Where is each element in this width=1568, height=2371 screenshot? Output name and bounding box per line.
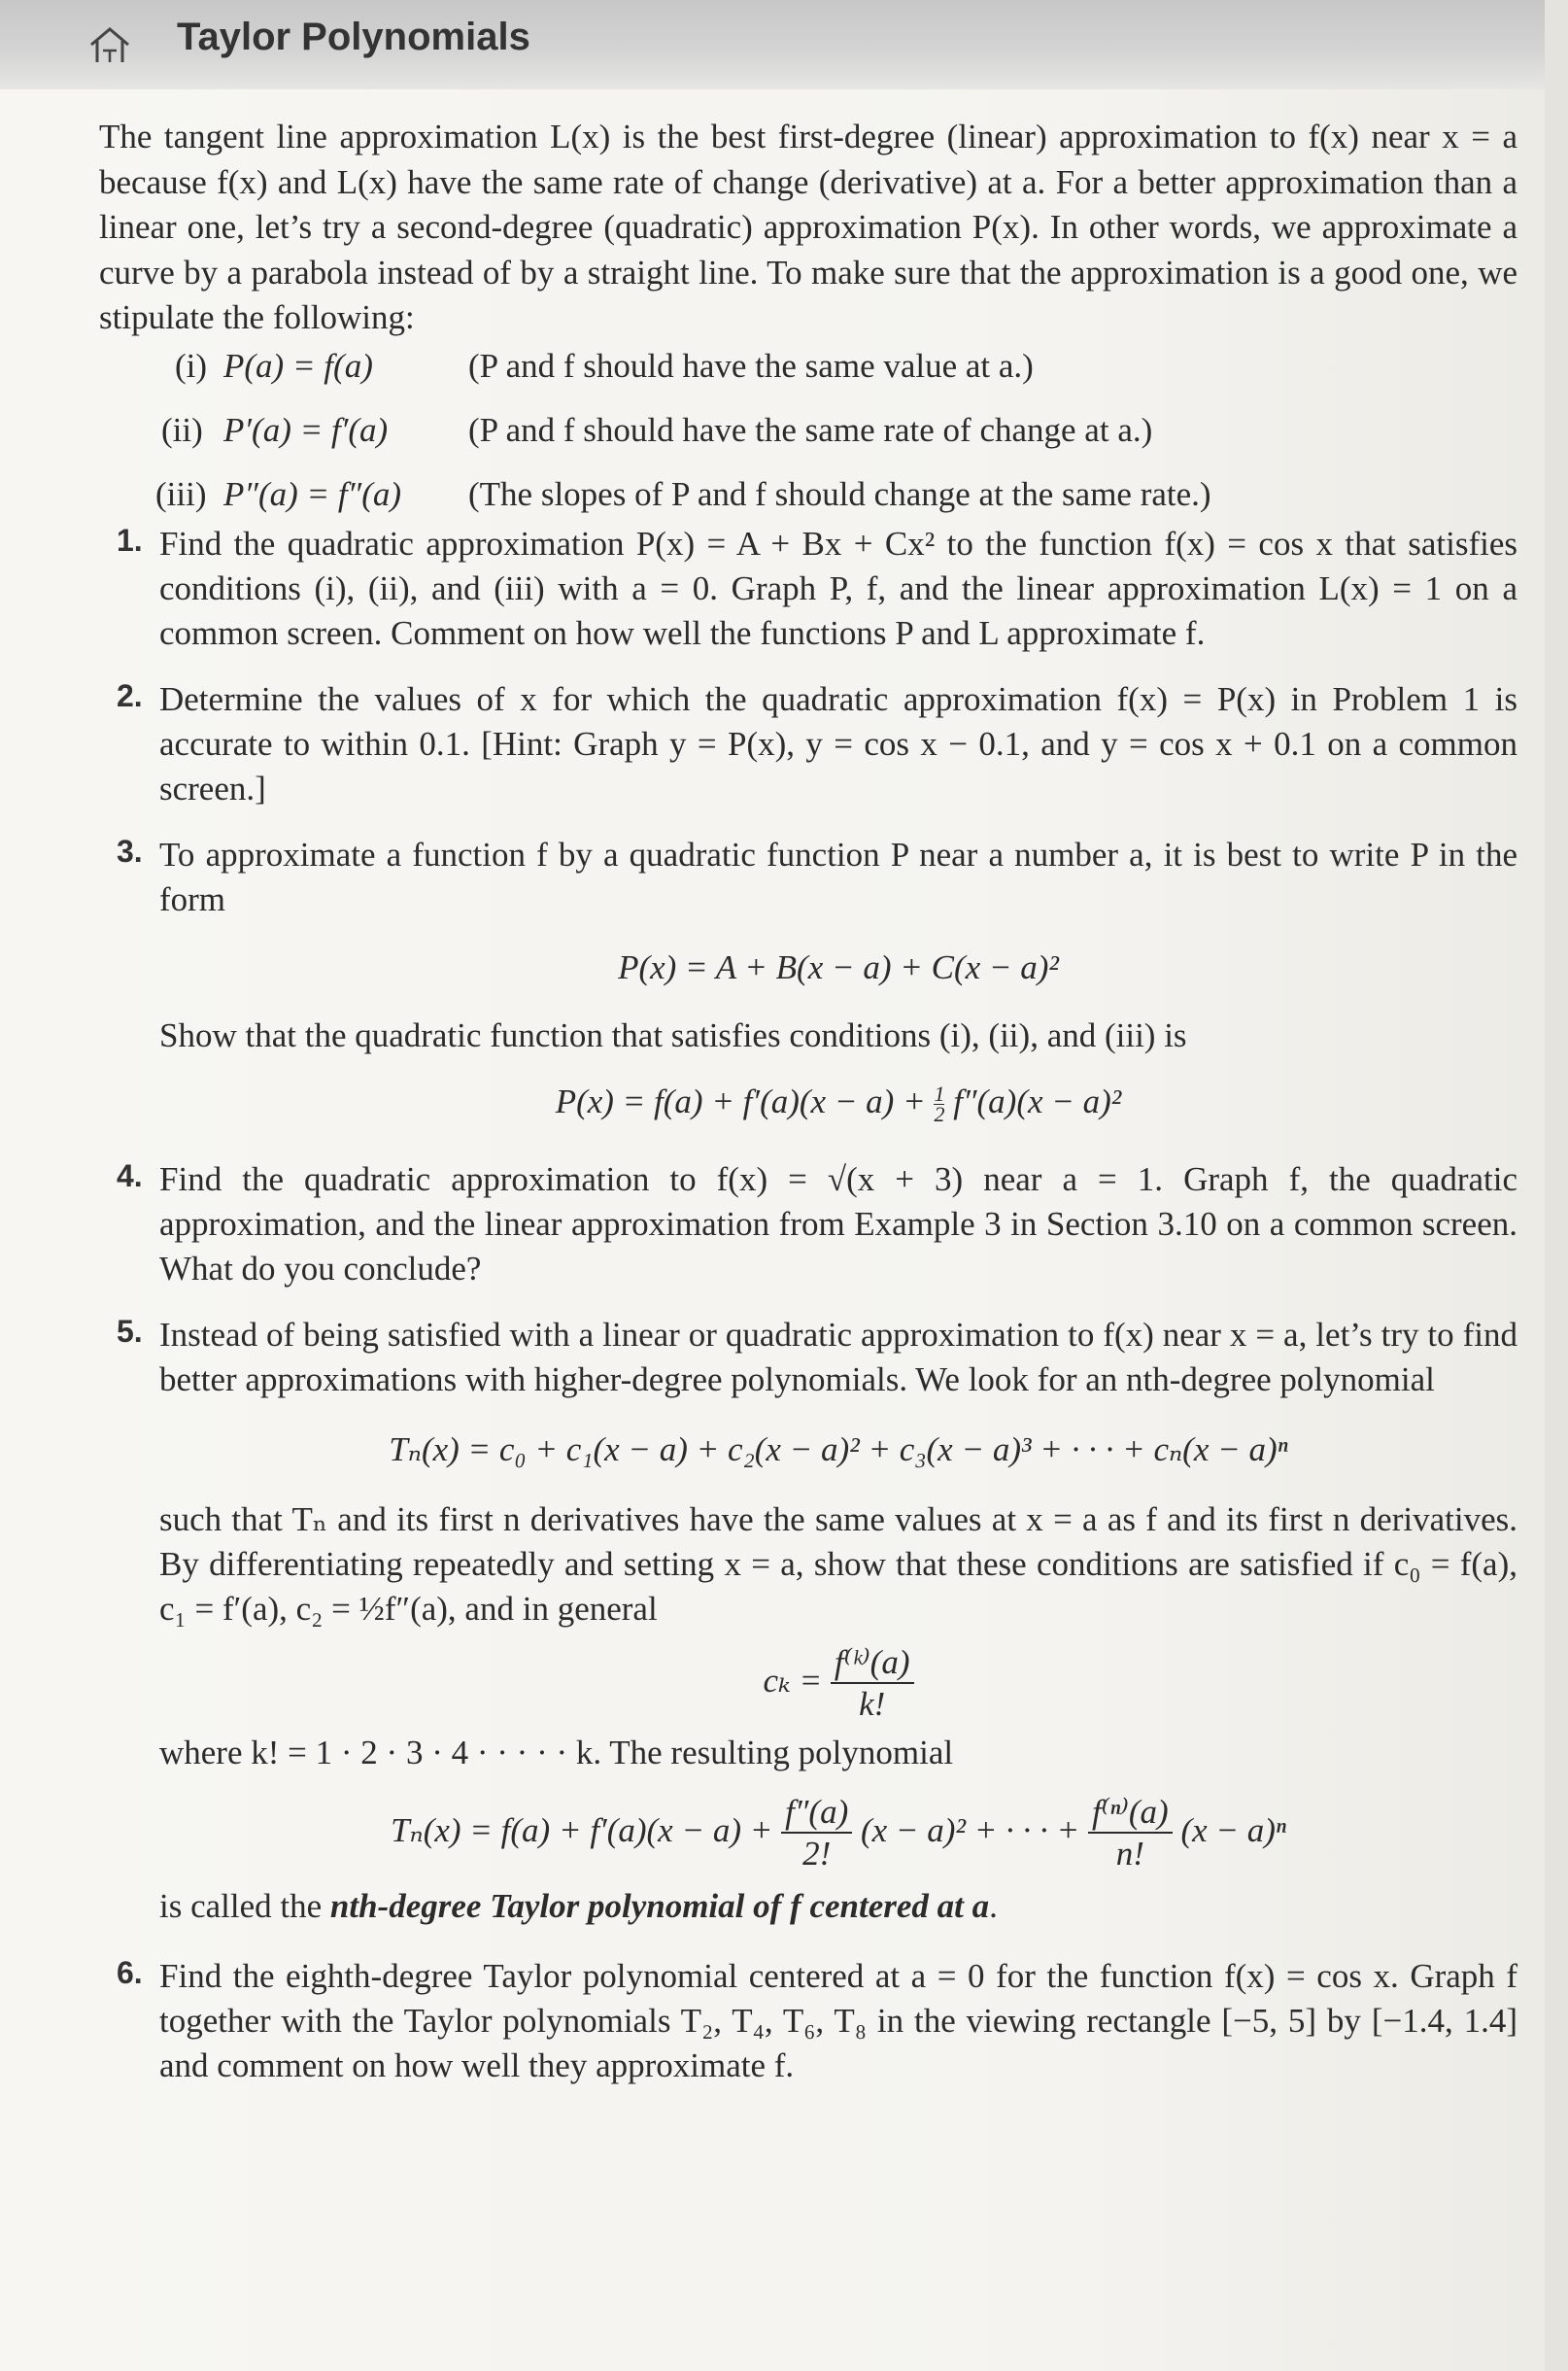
equation-part: f″(a)(x − a)² [953,1082,1122,1120]
problem-number: 5. [117,1313,143,1349]
conditions-list [99,347,1517,518]
condition-label: (ii) [161,410,203,449]
problem-text-continued: such that Tₙ and its first n derivatives have the same values at x = a as f and its first n derivatives. By differentiating repeatedly and setting x = a, show that these conditions are satisfied if c₀ = f(a), c₁ = f′(a), c₂ = ½f″(a), and in general [159,1499,1517,1628]
problem-number: 6. [117,1954,143,1990]
display-equation [159,1080,1517,1124]
problem-5 [99,1313,1517,1929]
condition-item [99,347,1517,390]
equation-part: (x − a)ⁿ [1180,1811,1286,1849]
condition-label: (i) [175,346,208,385]
fraction-denominator: 2! [802,1834,832,1873]
house-roof-icon [87,21,132,66]
problem-number: 4. [117,1157,143,1193]
condition-note: (P and f should have the same rate of change at a.) [468,410,1153,449]
condition-label: (iii) [155,474,207,513]
condition-equation: P″(a) = f″(a) [223,474,401,513]
problem-number: 3. [117,833,143,869]
problem-1 [99,522,1517,656]
fraction-numerator: 1 [934,1081,945,1106]
problem-4 [99,1157,1517,1291]
equation-part: Tₙ(x) = f(a) + f′(a)(x − a) + [391,1811,773,1849]
problem-text-continued: where k! = 1 · 2 · 3 · 4 · · · · · k. The resulting polynomial [159,1733,954,1771]
fraction-denominator: k! [859,1684,886,1723]
fraction [781,1793,852,1874]
condition-note: (The slopes of P and f should change at the same rate.) [468,474,1211,513]
problem-3 [99,833,1517,1124]
condition-note: (P and f should have the same value at a.) [468,346,1034,385]
intro-paragraph: The tangent line approximation L(x) is the best first-degree (linear) approximation to f(x) near x = a because f(x) and L(x) have the same rate of change (derivative) at a. For a better approximation than a linear one, let’s try a second-degree (quadratic) approximation P(x). In other words, we approximate a curve by a parabola instead of by a straight line. To make sure that the approximation is a good one, we stipulate the following: [99,118,1517,336]
condition-equation: P′(a) = f′(a) [223,410,389,449]
problem-text-continued: Show that the quadratic function that satisfies conditions (i), (ii), and (iii) is [159,1015,1187,1054]
equation-part: (x − a)² + · · · + [860,1811,1080,1849]
problem-number: 2. [117,677,143,713]
fraction-numerator: f⁽ᵏ⁾(a) [831,1643,914,1684]
page-edge [1545,0,1568,2371]
condition-item [99,411,1517,454]
definition-suffix: . [989,1886,998,1925]
equation-part: P(x) = f(a) + f′(a)(x − a) + [555,1082,926,1120]
fraction-denominator: n! [1115,1834,1144,1873]
fraction-numerator: f″(a) [781,1793,852,1834]
equation-part: cₖ = [763,1662,823,1700]
fraction-denominator: 2 [934,1101,945,1126]
problem-text: Find the eighth-degree Taylor polynomial centered at a = 0 for the function f(x) = cos x. Graph f together with the Taylor polynomials T₂, T₄, T₆, T₈ in the viewing rectangle [−5, 5] by [−1.4, 1.4] and comment on how well they approximate f. [159,1956,1517,2084]
display-equation: P(x) = A + B(x − a) + C(x − a)² [618,947,1059,986]
section-header-bar [0,0,1545,89]
fraction-numerator: f⁽ⁿ⁾(a) [1088,1793,1173,1834]
problem-text-continued [159,1884,1517,1929]
problem-text: To approximate a function f by a quadratic function P near a number a, it is best to write P in the form [159,835,1517,918]
fraction [831,1643,914,1725]
problem-text: Determine the values of x for which the quadratic approximation f(x) = P(x) in Problem 1 is accurate to within 0.1. [Hint: Graph y = P(x), y = cos x − 0.1, and y = cos x + 0.1 on a common screen.] [159,679,1517,808]
section-title: Taylor Polynomials [177,16,530,58]
problem-text: Instead of being satisfied with a linear or quadratic approximation to f(x) near x = a, let’s try to find better approximations with higher-degree polynomials. We look for an nth-degree polynomial [159,1315,1517,1398]
problem-text: Find the quadratic approximation to f(x) = √(x + 3) near a = 1. Graph f, the quadratic approximation, and the linear approximation from Example 3 in Section 3.10 on a common screen. What do you conclude? [159,1159,1517,1288]
definition-prefix: is called the [159,1886,323,1925]
display-equation [159,1643,1517,1725]
problem-text: Find the quadratic approximation P(x) = A + Bx + Cx² to the function f(x) = cos x that satisfies conditions (i), (ii), and (iii) with a = 0. Graph P, f, and the linear approximation L(x) = 1 on a common screen. Comment on how well the functions P and L approximate f. [159,524,1517,652]
condition-item [99,475,1517,518]
problem-6 [99,1954,1517,2088]
fraction [1088,1793,1173,1874]
display-equation [159,1793,1517,1874]
problem-number: 1. [117,522,143,558]
display-equation: Tₙ(x) = c₀ + c₁(x − a) + c₂(x − a)² + c₃(x − a)³ + · · · + cₙ(x − a)ⁿ [389,1429,1288,1468]
problem-2 [99,677,1517,811]
fraction [934,1081,945,1126]
page-content [99,115,1517,2088]
definition-term: nth-degree Taylor polynomial of f centered at a [329,1886,990,1925]
condition-equation: P(a) = f(a) [223,346,373,385]
